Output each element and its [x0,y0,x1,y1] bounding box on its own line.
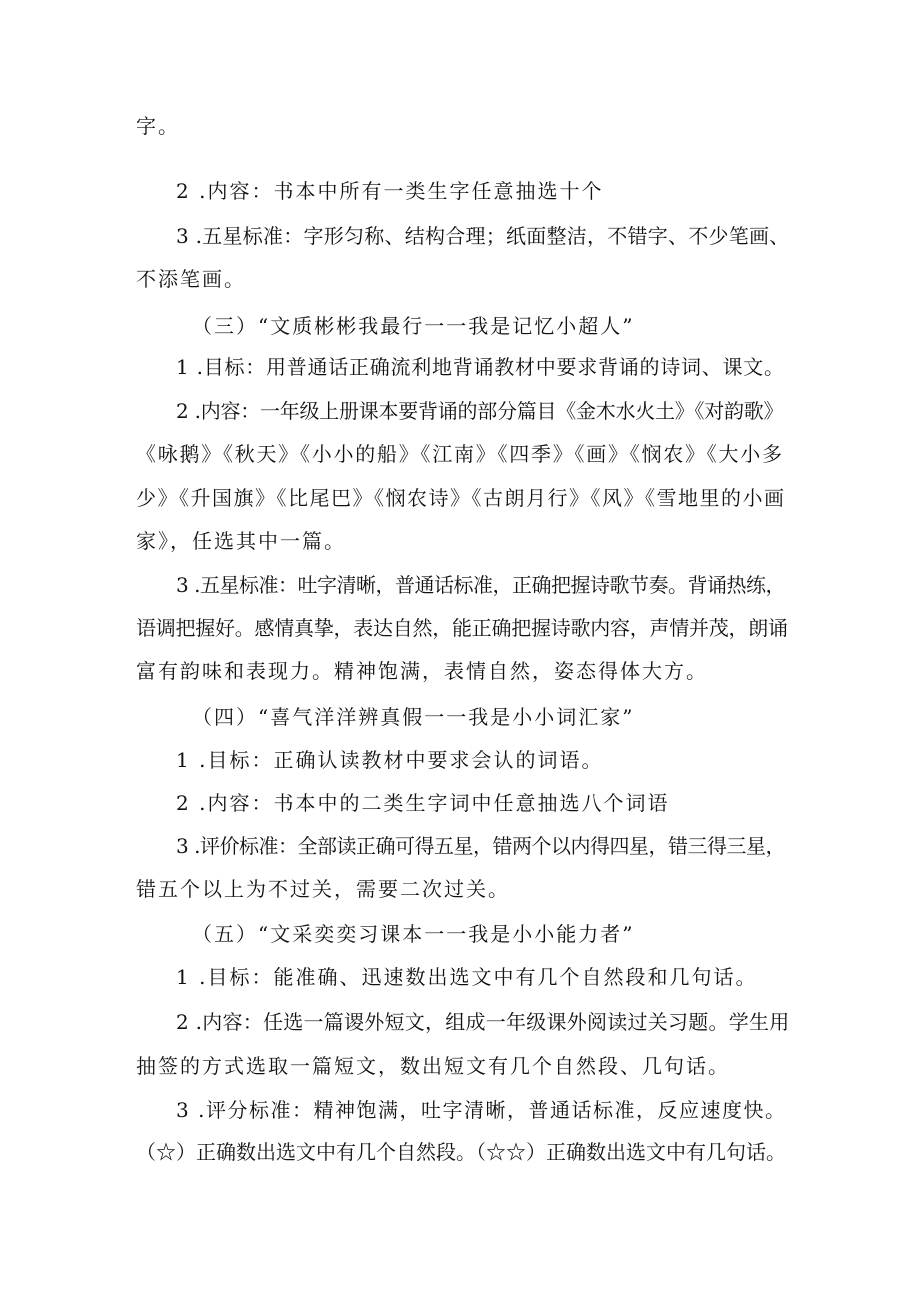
text-line: 语调把握好。感情真挚，表达自然，能正确把握诗歌内容，声情并茂，朗诵 [136,616,788,640]
text-line: 3 .评价标准：全部读正确可得五星，错两个以内得四星，错三得三星， [176,834,785,858]
text-line: 1 .目标：用普通话正确流利地背诵教材中要求背诵的诗词、课文。 [176,355,785,379]
text-line: 3 .评分标准：精神饱满，吐字清晰，普通话标准，反应速度快。 [176,1098,787,1122]
text-line: 2 .内容：书本中的二类生字词中任意抽选八个词语 [176,791,670,815]
text-line: 《咏鹅》《秋天》《小小的船》《江南》《四季》《画》《悯农》《大小多 [136,442,784,466]
text-line: 3 .五星标准：字形匀称、结构合理；纸面整洁，不错字、不少笔画、 [176,224,790,248]
text-line: 2 .内容：书本中所有一类生字任意抽选十个 [176,179,604,203]
text-line: 3 .五星标准：吐字清晰，普通话标准，正确把握诗歌节奏。背诵热练， [176,573,785,597]
text-line: 抽签的方式选取一篇短文，数出短文有几个自然段、几句话。 [136,1054,730,1078]
text-line: （☆）正确数出选文中有几个自然段。（☆☆）正确数出选文中有几句话。 [136,1140,786,1164]
text-line: 少》《升国旗》《比尾巴》《悯农诗》《古朗月行》《风》《雪地里的小画 [136,486,786,510]
text-line: 1 .目标：正确认读教材中要求会认的词语。 [176,748,604,772]
text-line: 2 .内容：一年级上册课本要背诵的部分篇目《金木水火土》《对韵歌》 [176,399,784,423]
section-heading: （四）“喜气洋洋辨真假一一我是小小词汇家” [192,705,635,729]
text-line: 家》，任选其中一篇。 [136,529,346,553]
section-heading: （三）“文质彬彬我最行一一我是记忆小超人” [192,314,635,338]
text-line: 2 .内容：任选一篇谡外短文，组成一年级课外阅读过关习题。学生用 [176,1010,790,1034]
text-line: 错五个以上为不过关，需要二次过关。 [136,877,510,901]
text-line: 字。 [136,114,180,138]
section-heading: （五）“文采奕奕习课本一一我是小小能力者” [192,922,635,946]
text-line: 富有韵味和表现力。精神饱满，表情自然，姿态得体大方。 [136,659,708,683]
text-line: 不添笔画。 [136,267,246,291]
text-line: 1 .目标：能准确、迅速数出选文中有几个自然段和几句话。 [176,965,758,989]
